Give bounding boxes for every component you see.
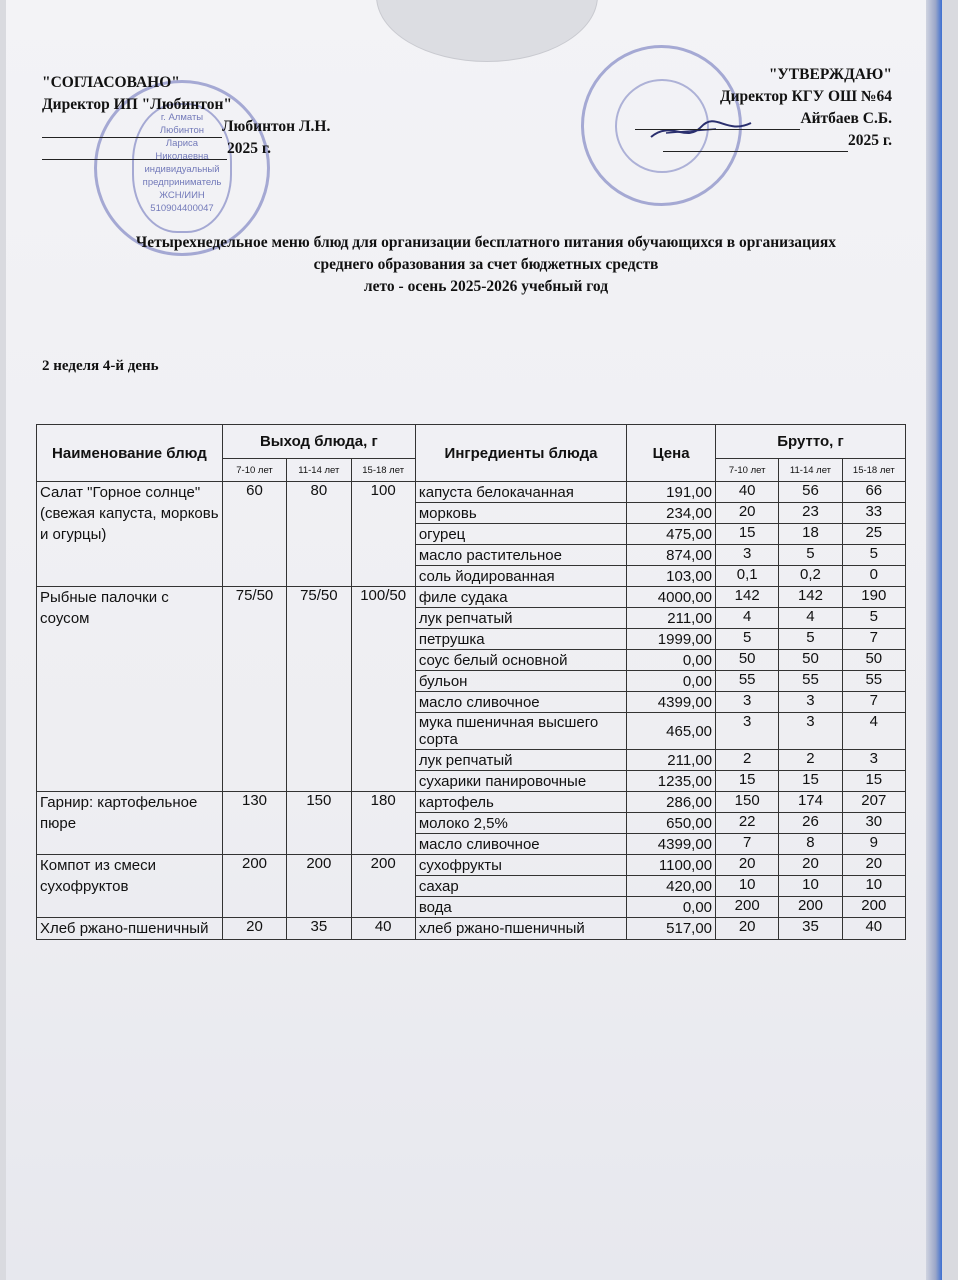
approval-left-year: 2025 г.: [227, 140, 272, 157]
title-line-2: среднего образования за счет бюджетных средств: [313, 256, 659, 273]
brutto-value: 5: [779, 545, 842, 566]
seal-text-line: Любинтон: [159, 125, 205, 136]
title-line-3: лето - осень 2025-2026 учебный год: [363, 278, 609, 295]
seal-text-line: ЖСН/ИИН: [159, 190, 205, 201]
ingredient-price: 0,00: [627, 671, 716, 692]
ingredient-price: 420,00: [627, 876, 716, 897]
brutto-value: 207: [842, 792, 905, 813]
brutto-value: 174: [779, 792, 842, 813]
approval-right-title: "УТВЕРЖДАЮ": [768, 66, 892, 83]
seal-text-line: г. Алматы: [160, 112, 204, 123]
header-output: Выход блюда, г: [222, 425, 415, 459]
ingredient-name: петрушка: [415, 629, 626, 650]
brutto-value: 5: [716, 629, 779, 650]
dish-output: 200: [351, 855, 415, 918]
brutto-value: 7: [716, 834, 779, 855]
brutto-value: 5: [842, 608, 905, 629]
brutto-value: 30: [842, 813, 905, 834]
ingredient-price: 1235,00: [627, 771, 716, 792]
ingredient-price: 0,00: [627, 650, 716, 671]
brutto-value: 20: [716, 918, 779, 940]
brutto-value: 4: [716, 608, 779, 629]
ingredient-name: масло сливочное: [415, 834, 626, 855]
brutto-value: 26: [779, 813, 842, 834]
brutto-value: 23: [779, 503, 842, 524]
ingredient-name: масло сливочное: [415, 692, 626, 713]
approval-left: [42, 72, 330, 160]
brutto-value: 0: [842, 566, 905, 587]
ingredient-price: 211,00: [627, 750, 716, 771]
approval-left-position: Директор ИП "Любинтон": [42, 96, 232, 113]
approval-left-name: Любинтон Л.Н.: [222, 118, 331, 135]
dish-output: 20: [222, 918, 286, 940]
dish-name: Салат "Горное солнце" (свежая капуста, морковь и огурцы): [37, 482, 223, 587]
ingredient-price: 0,00: [627, 897, 716, 918]
brutto-value: 40: [842, 918, 905, 940]
brutto-value: 10: [842, 876, 905, 897]
ingredient-name: картофель: [415, 792, 626, 813]
ingredient-name: молоко 2,5%: [415, 813, 626, 834]
brutto-value: 142: [716, 587, 779, 608]
ingredient-price: 517,00: [627, 918, 716, 940]
ingredient-name: сухофрукты: [415, 855, 626, 876]
week-day-label: 2 неделя 4-й день: [42, 358, 159, 374]
ingredient-price: 1999,00: [627, 629, 716, 650]
brutto-value: 15: [779, 771, 842, 792]
ingredient-name: филе судака: [415, 587, 626, 608]
ingredient-name: бульон: [415, 671, 626, 692]
dish-name: Компот из смеси сухофруктов: [37, 855, 223, 918]
brutto-value: 3: [779, 713, 842, 750]
ingredient-price: 103,00: [627, 566, 716, 587]
dish-output: 100: [351, 482, 415, 587]
dish-name: Рыбные палочки с соусом: [37, 587, 223, 792]
brutto-value: 0,1: [716, 566, 779, 587]
approval-right-year: 2025 г.: [847, 132, 892, 149]
brutto-value: 3: [716, 545, 779, 566]
dish-output: 75/50: [287, 587, 351, 792]
title-line-1: Четырехнедельное меню блюд для организации бесплатного питания обучающихся в организациях: [135, 234, 837, 251]
table-row: [37, 792, 906, 813]
ingredient-name: лук репчатый: [415, 608, 626, 629]
ingredient-name: соль йодированная: [415, 566, 626, 587]
dish-output: 200: [287, 855, 351, 918]
ingredient-price: 4399,00: [627, 834, 716, 855]
brutto-value: 55: [779, 671, 842, 692]
brutto-value: 3: [842, 750, 905, 771]
header-age: 15-18 лет: [351, 459, 415, 482]
menu-table-body: [37, 482, 906, 940]
dish-output: 75/50: [222, 587, 286, 792]
ingredient-price: 191,00: [627, 482, 716, 503]
brutto-value: 3: [779, 692, 842, 713]
ingredient-name: мука пшеничная высшего сорта: [415, 713, 626, 750]
brutto-value: 9: [842, 834, 905, 855]
table-row: [37, 918, 906, 940]
table-row: [37, 855, 906, 876]
ingredient-price: 286,00: [627, 792, 716, 813]
brutto-value: 7: [842, 692, 905, 713]
brutto-value: 0,2: [779, 566, 842, 587]
brutto-value: 55: [842, 671, 905, 692]
brutto-value: 10: [779, 876, 842, 897]
ingredient-name: сахар: [415, 876, 626, 897]
header-age: 7-10 лет: [222, 459, 286, 482]
folder-edge: [926, 0, 942, 1280]
dish-output: 180: [351, 792, 415, 855]
brutto-value: 33: [842, 503, 905, 524]
dish-output: 130: [222, 792, 286, 855]
header-ingredients: Ингредиенты блюда: [415, 425, 626, 482]
brutto-value: 190: [842, 587, 905, 608]
table-row: [37, 587, 906, 608]
dish-output: 60: [222, 482, 286, 587]
approval-left-title: "СОГЛАСОВАНО": [42, 74, 180, 91]
brutto-value: 4: [842, 713, 905, 750]
header-dish: Наименование блюд: [37, 425, 223, 482]
seal-text-line: индивидуальный: [144, 164, 220, 175]
brutto-value: 20: [716, 855, 779, 876]
seal-text-line: предприниматель: [142, 177, 222, 188]
brutto-value: 142: [779, 587, 842, 608]
brutto-value: 3: [716, 692, 779, 713]
ingredient-name: огурец: [415, 524, 626, 545]
brutto-value: 2: [779, 750, 842, 771]
dish-output: 35: [287, 918, 351, 940]
header-price: Цена: [627, 425, 716, 482]
ingredient-name: морковь: [415, 503, 626, 524]
brutto-value: 22: [716, 813, 779, 834]
ingredient-price: 1100,00: [627, 855, 716, 876]
ingredient-price: 4399,00: [627, 692, 716, 713]
brutto-value: 35: [779, 918, 842, 940]
approval-right: [635, 64, 892, 152]
ingredient-price: 211,00: [627, 608, 716, 629]
brutto-value: 56: [779, 482, 842, 503]
binder-hole: [376, 0, 598, 62]
header-age: 7-10 лет: [716, 459, 779, 482]
brutto-value: 20: [779, 855, 842, 876]
brutto-value: 25: [842, 524, 905, 545]
document-page: [6, 0, 942, 1280]
ingredient-price: 234,00: [627, 503, 716, 524]
dish-output: 200: [222, 855, 286, 918]
table-row: [37, 482, 906, 503]
ingredient-price: 475,00: [627, 524, 716, 545]
brutto-value: 3: [716, 713, 779, 750]
brutto-value: 55: [716, 671, 779, 692]
seal-text-line: Николаевна: [155, 151, 209, 162]
ingredient-name: масло растительное: [415, 545, 626, 566]
brutto-value: 66: [842, 482, 905, 503]
menu-table: [36, 424, 906, 940]
approval-right-position: Директор КГУ ОШ №64: [719, 88, 892, 105]
brutto-value: 200: [842, 897, 905, 918]
ingredient-name: хлеб ржано-пшеничный: [415, 918, 626, 940]
brutto-value: 15: [716, 524, 779, 545]
ingredient-price: 874,00: [627, 545, 716, 566]
approval-right-name: Айтбаев С.Б.: [800, 110, 892, 127]
seal-text-line: Лариса: [165, 138, 199, 149]
header-age: 11-14 лет: [287, 459, 351, 482]
brutto-value: 50: [716, 650, 779, 671]
date-line: [663, 151, 848, 152]
seal-text-line: 510904400047: [150, 203, 214, 214]
dish-output: 100/50: [351, 587, 415, 792]
header-age: 11-14 лет: [779, 459, 842, 482]
dish-output: 80: [287, 482, 351, 587]
ingredient-price: 650,00: [627, 813, 716, 834]
header-age: 15-18 лет: [842, 459, 905, 482]
brutto-value: 20: [716, 503, 779, 524]
brutto-value: 200: [779, 897, 842, 918]
brutto-value: 18: [779, 524, 842, 545]
ingredient-name: капуста белокачанная: [415, 482, 626, 503]
brutto-value: 50: [842, 650, 905, 671]
date-line: [42, 159, 227, 160]
document-title: [36, 232, 936, 298]
dish-name: Хлеб ржано-пшеничный: [37, 918, 223, 940]
brutto-value: 200: [716, 897, 779, 918]
brutto-value: 40: [716, 482, 779, 503]
brutto-value: 5: [842, 545, 905, 566]
dish-output: 150: [287, 792, 351, 855]
brutto-value: 4: [779, 608, 842, 629]
dish-output: 40: [351, 918, 415, 940]
header-brutto: Брутто, г: [716, 425, 906, 459]
brutto-value: 10: [716, 876, 779, 897]
ingredient-name: сухарики панировочные: [415, 771, 626, 792]
ingredient-price: 465,00: [627, 713, 716, 750]
brutto-value: 8: [779, 834, 842, 855]
brutto-value: 150: [716, 792, 779, 813]
ingredient-price: 4000,00: [627, 587, 716, 608]
brutto-value: 5: [779, 629, 842, 650]
ingredient-name: лук репчатый: [415, 750, 626, 771]
brutto-value: 15: [842, 771, 905, 792]
ingredient-name: соус белый основной: [415, 650, 626, 671]
brutto-value: 7: [842, 629, 905, 650]
brutto-value: 20: [842, 855, 905, 876]
brutto-value: 15: [716, 771, 779, 792]
dish-name: Гарнир: картофельное пюре: [37, 792, 223, 855]
brutto-value: 50: [779, 650, 842, 671]
ingredient-name: вода: [415, 897, 626, 918]
brutto-value: 2: [716, 750, 779, 771]
